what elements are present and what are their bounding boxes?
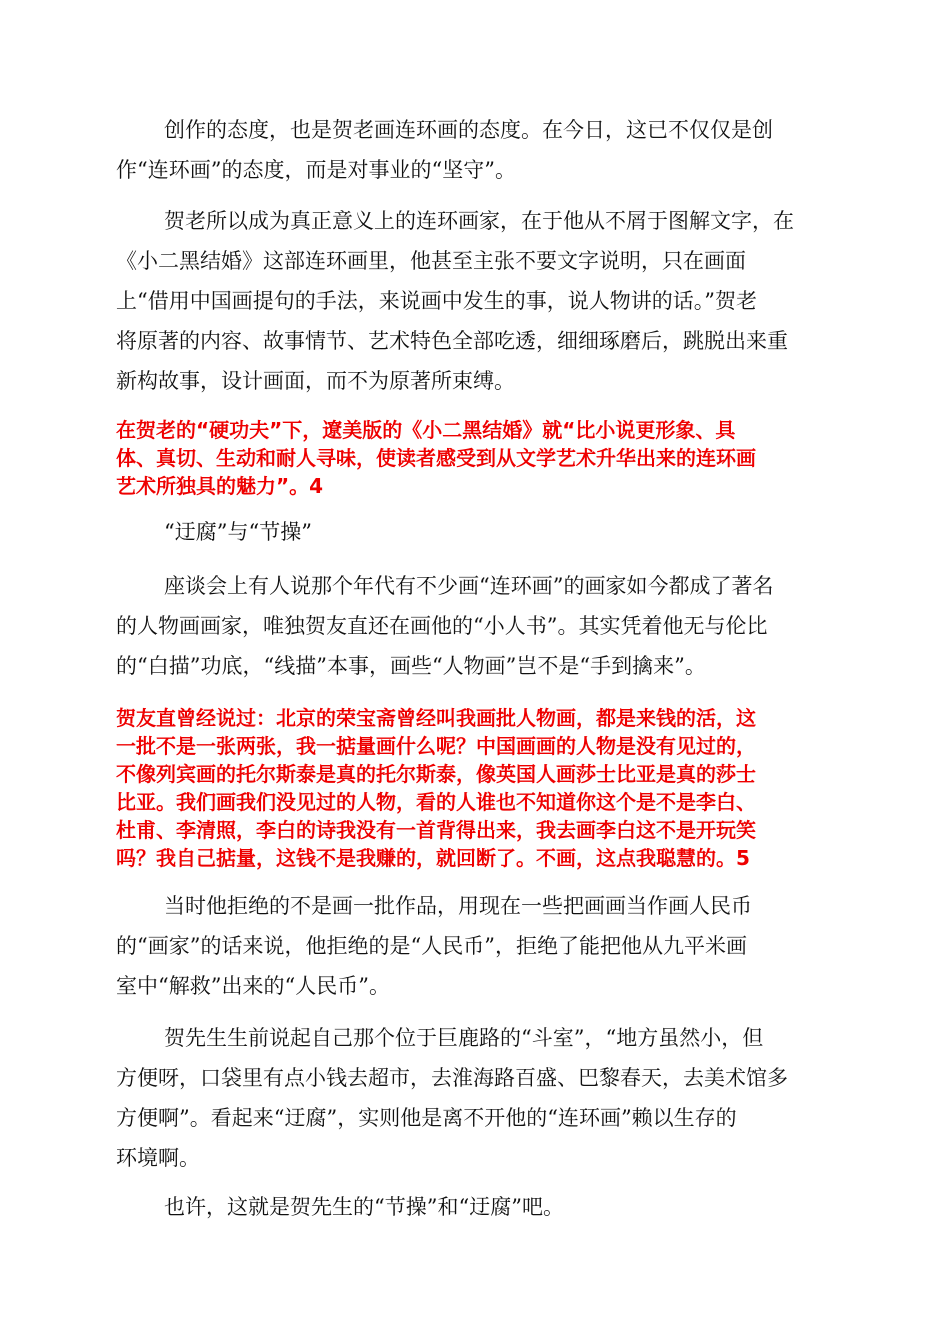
paragraph-1 — [116, 110, 834, 190]
paragraph-line: 的人物画画家，唯独贺友直还在画他的“小人书”。其实凭着他无与伦比 — [116, 614, 768, 638]
paragraph-line: 当时他拒绝的不是画一批作品，用现在一些把画画当作画人民币 — [164, 894, 752, 918]
paragraph-line: 也许，这就是贺先生的“节操”和“迂腐”吧。 — [164, 1195, 564, 1219]
heading-line: “迂腐”与“节操” — [164, 520, 312, 544]
paragraph-line: 《小二黑结婚》这部连环画里，他甚至主张不要文字说明，只在画面 — [116, 249, 746, 273]
paragraph-line: 贺老所以成为真正意义上的连环画家，在于他从不屑于图解文字，在 — [164, 209, 794, 233]
paragraph-2 — [116, 201, 834, 401]
paragraph-line: 的“白描”功底，“线描”本事，画些“人物画”岂不是“手到擒来”。 — [116, 654, 706, 678]
paragraph-line: 方便啊”。看起来“迂腐”，实则他是离不开他的“连环画”赖以生存的 — [116, 1106, 737, 1130]
paragraph-3 — [116, 566, 834, 686]
paragraph-line: 的“画家”的话来说，他拒绝的是“人民币”，拒绝了能把他从九平米画 — [116, 934, 747, 958]
quote-line: 体、真切、生动和耐人寻味，使读者感受到从文学艺术升华出来的连环画 — [116, 446, 756, 470]
paragraph-line: 贺先生生前说起自己那个位于巨鹿路的“斗室”，“地方虽然小，但 — [164, 1026, 764, 1050]
quote-line: 比亚。我们画我们没见过的人物，看的人谁也不知道你这个是不是李白、 — [116, 790, 756, 814]
paragraph-line: 座谈会上有人说那个年代有不少画“连环画”的画家如今都成了著名 — [164, 574, 774, 598]
highlighted-quote-2 — [116, 704, 834, 872]
paragraph-line: 室中“解救”出来的“人民币”。 — [116, 974, 390, 998]
quote-line: 一批不是一张两张，我一掂量画什么呢？中国画画的人物是没有见过的， — [116, 734, 756, 758]
paragraph-line: 环境啊。 — [116, 1146, 200, 1170]
paragraph-line: 方便呀，口袋里有点小钱去超市，去淮海路百盛、巴黎春天，去美术馆多 — [116, 1066, 788, 1090]
section-heading — [116, 512, 834, 552]
paragraph-4 — [116, 886, 834, 1006]
quote-line: 不像列宾画的托尔斯泰是真的托尔斯泰，像英国人画莎士比亚是真的莎士 — [116, 762, 756, 786]
quote-line: 在贺老的“硬功夫”下，遼美版的《小二黑结婚》就“比小说更形象、具 — [116, 418, 736, 442]
paragraph-line: 将原著的内容、故事情节、艺术特色全部吃透，细细琢磨后，跳脱出来重 — [116, 329, 788, 353]
paragraph-6 — [116, 1187, 834, 1227]
quote-line: 吗？我自己掂量，这钱不是我赚的，就回断了。不画，这点我聪慧的。5 — [116, 846, 750, 870]
quote-line: 杜甫、李清照，李白的诗我没有一首背得出来，我去画李白这不是开玩笑 — [116, 818, 756, 842]
paragraph-line: 作“连环画”的态度，而是对事业的“坚守”。 — [116, 158, 516, 182]
paragraph-line: 新构故事，设计画面，而不为原著所束缚。 — [116, 369, 515, 393]
highlighted-quote-1 — [116, 416, 834, 500]
quote-line: 艺术所独具的魅力”。4 — [116, 474, 324, 498]
paragraph-5 — [116, 1018, 834, 1178]
paragraph-line: 上“借用中国画提句的手法，来说画中发生的事，说人物讲的话。”贺老 — [116, 289, 757, 313]
paragraph-line: 创作的态度，也是贺老画连环画的态度。在今日，这已不仅仅是创 — [164, 118, 773, 142]
quote-line: 贺友直曾经说过：北京的荣宝斋曾经叫我画批人物画，都是来钱的活，这 — [116, 706, 756, 730]
